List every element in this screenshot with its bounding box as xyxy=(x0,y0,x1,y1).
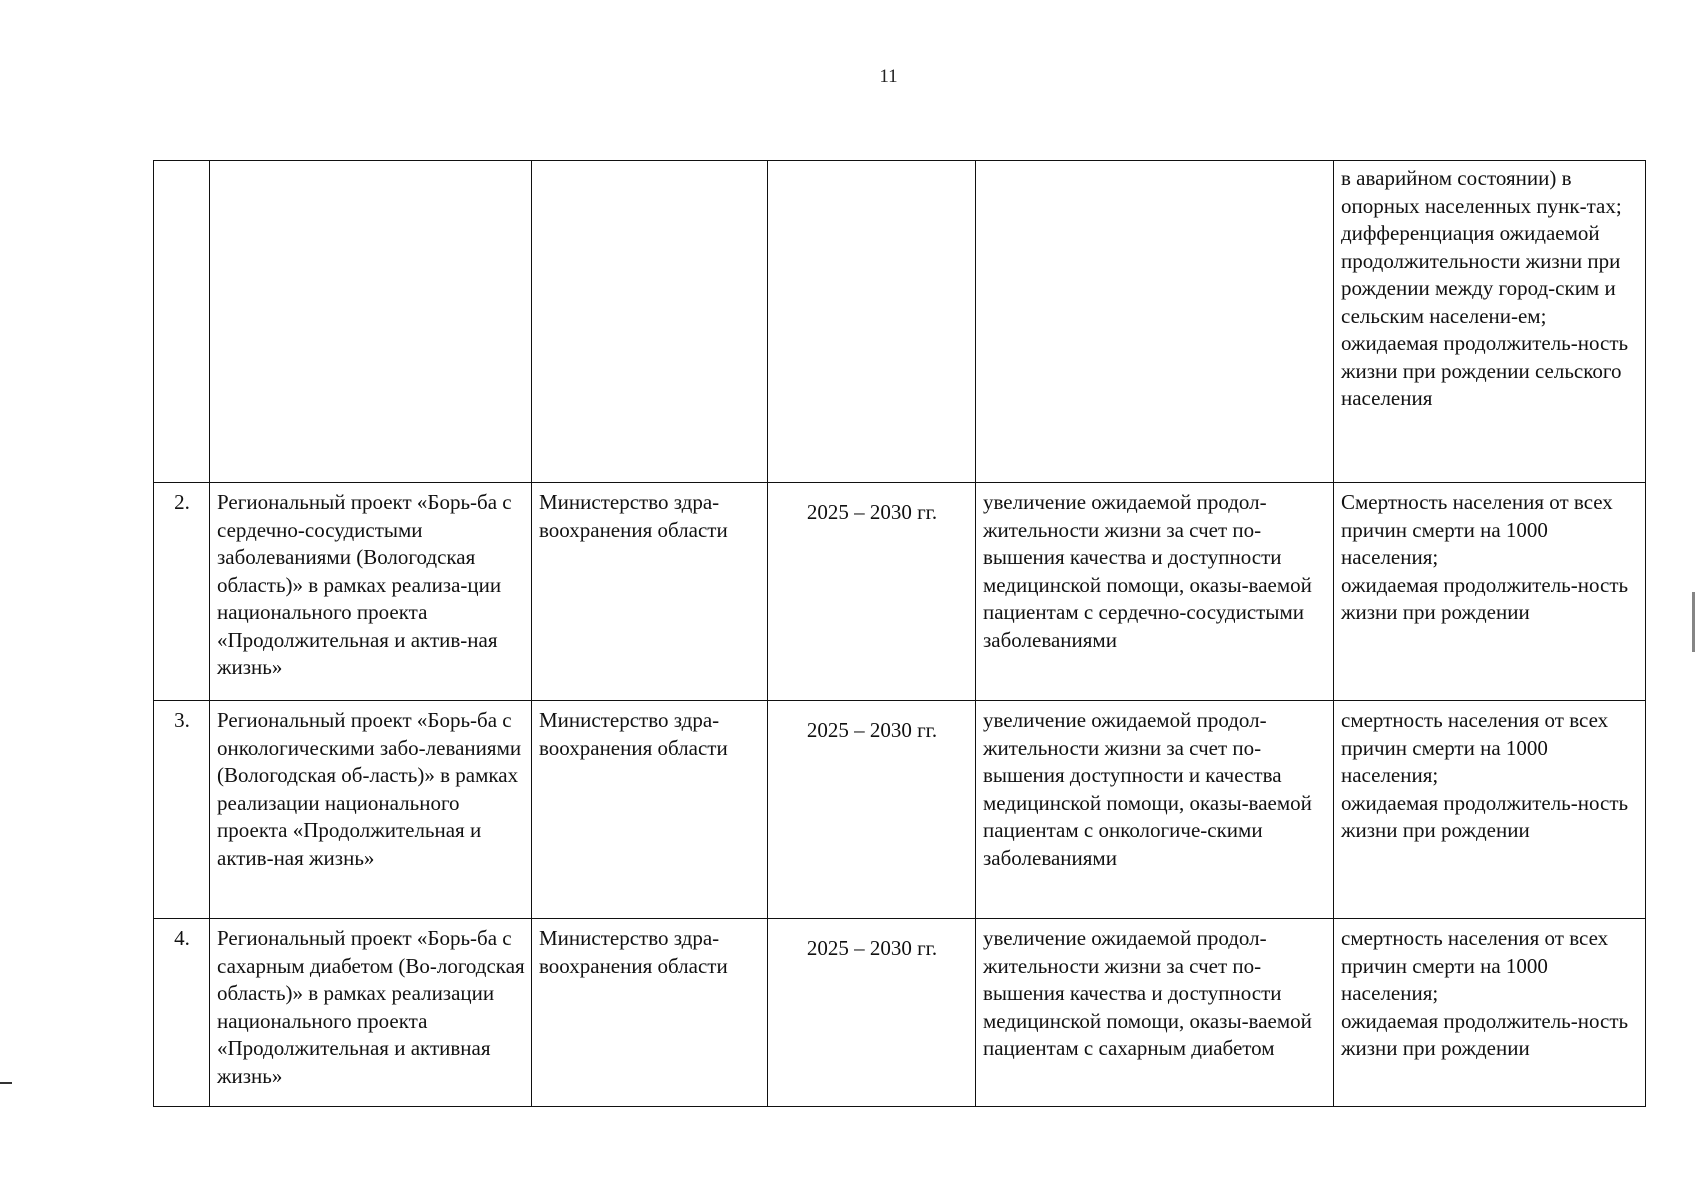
scan-artifact xyxy=(1692,592,1695,652)
indicator-line: ожидаемая продолжитель-ность жизни при рождении сельского населения xyxy=(1341,331,1629,410)
cell-indicators xyxy=(1334,483,1646,701)
indicator-line: смертность населения от всех причин смерти на 1000 населения; xyxy=(1341,926,1609,1005)
cell-num xyxy=(154,161,210,483)
cell-num: 3. xyxy=(154,701,210,919)
program-table xyxy=(153,160,1646,1107)
cell-name: Региональный проект «Борь-ба с сердечно-сосудистыми заболеваниями (Вологодская область)» в рамках реализа-ции национального проекта «Продолжительная и актив-ная жизнь» xyxy=(210,483,532,701)
cell-responsible: Министерство здра-воохранения области xyxy=(532,483,768,701)
cell-responsible: Министерство здра-воохранения области xyxy=(532,919,768,1107)
cell-num: 4. xyxy=(154,919,210,1107)
table-row xyxy=(154,701,1646,919)
page-number: 11 xyxy=(879,66,898,87)
cell-goal: увеличение ожидаемой продол-жительности жизни за счет по-вышения доступности и качества медицинской помощи, оказы-ваемой пациентам с онкологиче-скими заболеваниями xyxy=(976,701,1334,919)
scan-artifact xyxy=(0,1082,12,1084)
indicator-line: дифференциация ожидаемой продолжительности жизни при рождении между город-ским и сельским населени-ем; xyxy=(1341,221,1621,328)
cell-responsible: Министерство здра-воохранения области xyxy=(532,701,768,919)
cell-goal xyxy=(976,161,1334,483)
cell-name xyxy=(210,161,532,483)
cell-responsible xyxy=(532,161,768,483)
table-row xyxy=(154,483,1646,701)
cell-period: 2025 – 2030 гг. xyxy=(768,701,976,919)
cell-name: Региональный проект «Борь-ба с сахарным диабетом (Во-логодская область)» в рамках реализации национального проекта «Продолжительная и активная жизнь» xyxy=(210,919,532,1107)
cell-period: 2025 – 2030 гг. xyxy=(768,483,976,701)
indicator-line: ожидаемая продолжитель-ность жизни при рождении xyxy=(1341,1008,1629,1060)
indicator-line: ожидаемая продолжитель-ность жизни при рождении xyxy=(1341,572,1629,624)
cell-goal: увеличение ожидаемой продол-жительности жизни за счет по-вышения качества и доступности медицинской помощи, оказы-ваемой пациентам с сердечно-сосудистыми заболеваниями xyxy=(976,483,1334,701)
indicator-line: в аварийном состоянии) в опорных населенных пунк-тах; xyxy=(1341,166,1622,218)
cell-indicators xyxy=(1334,161,1646,483)
table-row-continuation xyxy=(154,161,1646,483)
cell-goal: увеличение ожидаемой продол-жительности жизни за счет по-вышения качества и доступности медицинской помощи, оказы-ваемой пациентам с сахарным диабетом xyxy=(976,919,1334,1107)
indicator-line: смертность населения от всех причин смерти на 1000 населения; xyxy=(1341,708,1609,787)
cell-period: 2025 – 2030 гг. xyxy=(768,919,976,1107)
cell-period xyxy=(768,161,976,483)
indicator-line: Смертность населения от всех причин смерти на 1000 населения; xyxy=(1341,490,1613,569)
cell-name: Региональный проект «Борь-ба с онкологическими забо-леваниями (Вологодская об-ласть)» в рамках реализации национального проекта «Продолжительная и актив-ная жизнь» xyxy=(210,701,532,919)
cell-indicators xyxy=(1334,701,1646,919)
cell-num: 2. xyxy=(154,483,210,701)
table-row xyxy=(154,919,1646,1107)
cell-indicators xyxy=(1334,919,1646,1107)
indicator-line: ожидаемая продолжитель-ность жизни при рождении xyxy=(1341,790,1629,842)
